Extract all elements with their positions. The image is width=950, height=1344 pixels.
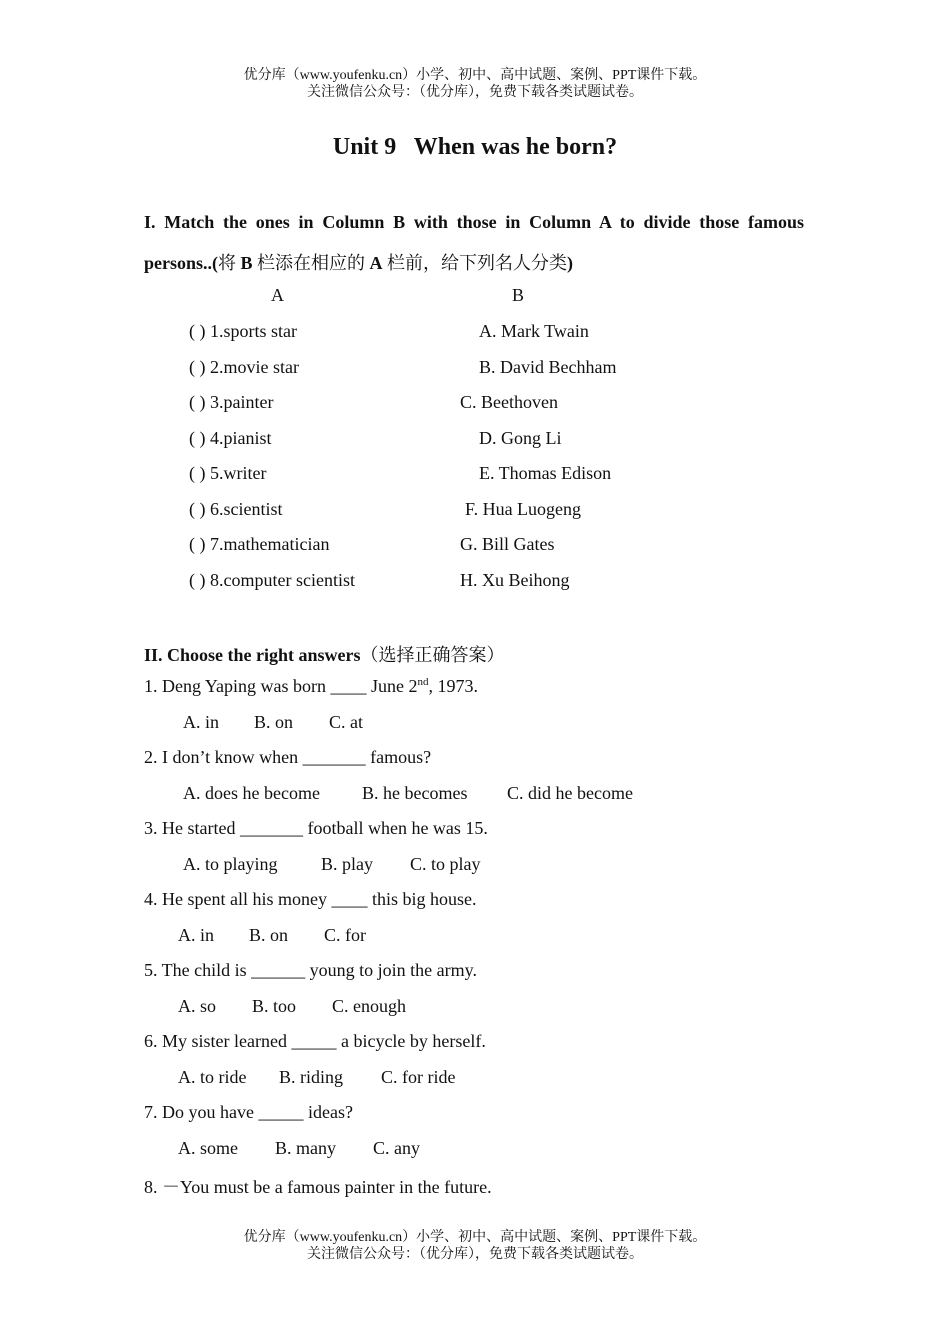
column-b-item: C. Beethoven xyxy=(460,392,558,412)
column-b-item: G. Bill Gates xyxy=(460,534,555,554)
option: A. in xyxy=(183,712,219,732)
option: A. so xyxy=(178,996,217,1016)
column-a-item: ( ) 3.painter xyxy=(189,392,274,412)
question-1 xyxy=(144,676,478,697)
column-a-label: A xyxy=(271,285,284,305)
column-a-item: ( ) 2.movie star xyxy=(189,357,299,377)
column-b-item: E. Thomas Edison xyxy=(479,463,612,483)
option: A. some xyxy=(178,1138,238,1158)
section-1-instruction: Match the ones in Column B with those in Column A to divide those famous xyxy=(164,212,804,232)
option: A. in xyxy=(178,925,214,945)
column-b-item: F. Hua Luogeng xyxy=(465,499,582,519)
column-b-label: B xyxy=(512,285,525,305)
header-line-1: 优分库（www.youfenku.cn）小学、初中、高中试题、案例、PPT课件下载。 xyxy=(243,68,707,83)
column-a-item: ( ) 7.mathematician xyxy=(189,534,330,554)
instruction-b: B xyxy=(240,253,253,273)
option: A. to playing xyxy=(183,854,278,874)
question-3: 3. He started _______ football when he was 15. xyxy=(144,818,488,838)
option: C. enough xyxy=(332,996,406,1016)
footer-line-2: 关注微信公众号：（优分库），免费下载各类试题试卷。 xyxy=(307,1247,643,1262)
option: C. did he become xyxy=(507,783,633,803)
superscript: nd xyxy=(417,676,429,688)
option: C. any xyxy=(373,1138,420,1158)
page-footer xyxy=(0,1229,950,1263)
question-text: , 1973. xyxy=(428,676,478,696)
column-a-item: ( ) 4.pianist xyxy=(189,428,272,448)
instruction-a: A xyxy=(369,253,383,273)
instruction-text: persons..( xyxy=(144,253,219,273)
section-2-title: Choose the right answers xyxy=(167,645,361,665)
option: C. for xyxy=(324,925,366,945)
instruction-cn: 栏添在相应的 xyxy=(252,253,370,273)
page-title: Unit 9 When was he born? xyxy=(332,134,618,160)
instruction-close: ) xyxy=(567,253,574,273)
question-text: 1. Deng Yaping was born ____ June 2 xyxy=(144,676,418,696)
section-1-number: I xyxy=(144,212,152,232)
column-b-item: H. Xu Beihong xyxy=(460,570,570,590)
option: C. to play xyxy=(410,854,481,874)
option: B. on xyxy=(254,712,294,732)
section-2-heading: II. Choose the right answers（选择正确答案） xyxy=(144,645,505,665)
option: B. play xyxy=(321,854,373,874)
column-a-item: ( ) 1.sports star xyxy=(189,321,297,341)
column-b-item: B. David Bechham xyxy=(479,357,617,377)
section-2-number: II xyxy=(144,645,159,665)
section-1-heading-line-1: I. Match the ones in Column B with those in Column A to divide those famous xyxy=(144,212,804,232)
footer-line-1: 优分库（www.youfenku.cn）小学、初中、高中试题、案例、PPT课件下载。 xyxy=(243,1230,707,1245)
option: B. many xyxy=(275,1138,336,1158)
option: B. on xyxy=(249,925,289,945)
option: C. for ride xyxy=(381,1067,456,1087)
option: B. he becomes xyxy=(362,783,468,803)
question-4: 4. He spent all his money ____ this big house. xyxy=(144,889,477,909)
column-b-item: D. Gong Li xyxy=(479,428,562,448)
question-6: 6. My sister learned _____ a bicycle by herself. xyxy=(144,1031,486,1051)
column-a-item: ( ) 8.computer scientist xyxy=(189,570,355,590)
option: B. too xyxy=(252,996,297,1016)
option: A. to ride xyxy=(178,1067,247,1087)
option: A. does he become xyxy=(183,783,320,803)
section-1-heading-line-2 xyxy=(144,249,804,275)
page-header xyxy=(0,67,950,101)
header-line-2: 关注微信公众号：（优分库），免费下载各类试题试卷。 xyxy=(307,85,643,100)
column-a-item: ( ) 6.scientist xyxy=(189,499,283,519)
option: C. at xyxy=(329,712,363,732)
column-b-item: A. Mark Twain xyxy=(479,321,589,341)
question-5: 5. The child is ______ young to join the army. xyxy=(144,960,477,980)
instruction-cn: 栏前，给下列名人分类 xyxy=(382,253,568,273)
option: B. riding xyxy=(279,1067,344,1087)
instruction-cn: 将 xyxy=(218,253,241,273)
question-8: 8. －You must be a famous painter in the future. xyxy=(144,1177,492,1197)
question-2: 2. I don’t know when _______ famous? xyxy=(144,747,432,767)
section-2-title-cn: （选择正确答案） xyxy=(360,645,505,665)
column-a-item: ( ) 5.writer xyxy=(189,463,267,483)
question-7: 7. Do you have _____ ideas? xyxy=(144,1102,353,1122)
